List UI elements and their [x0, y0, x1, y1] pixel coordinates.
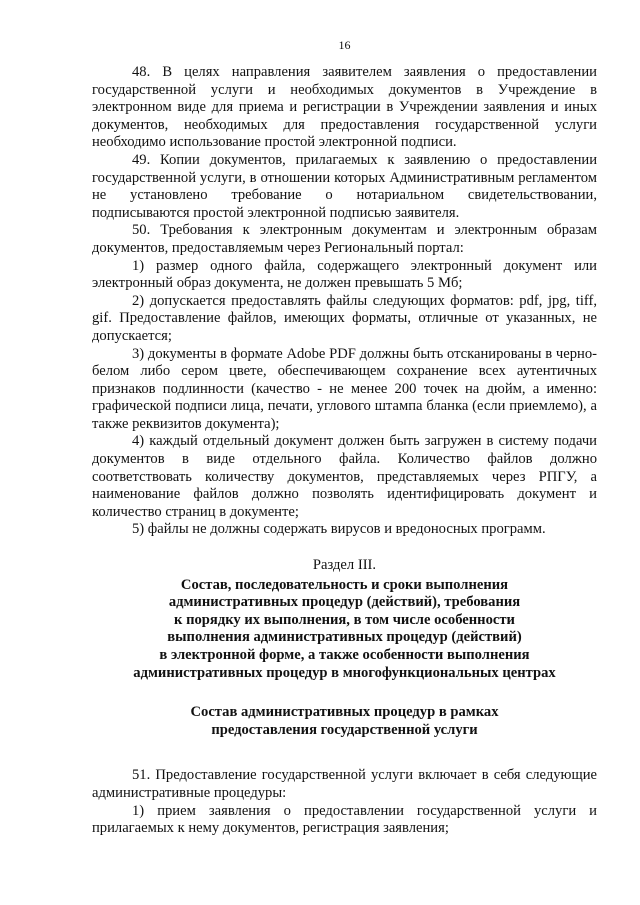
paragraph-51: 51. Предоставление государственной услуги включает в себя следующие административные процедуры: — [92, 767, 597, 801]
section-label: Раздел III. — [312, 557, 377, 574]
list-item-5: 5) файлы не должны содержать вирусов и вредоносных программ. — [132, 521, 546, 538]
paragraph-49: 49. Копии документов, прилагаемых к заявлению о предоставлении государственной услуги, в отношении которых Административным регламентом не установлено требование о нотариальном свидетельствовании, подписываются простой электронной подписью заявителя. — [92, 151, 597, 221]
section-title-line: в электронной форме, а также особенности выполнения — [159, 647, 530, 663]
list-item-3: 3) документы в формате Adobe PDF должны быть отсканированы в черно-белом либо сером цвете, обеспечивающем сохранение всех аутентичных признаков подлинности (качество - не менее 200 точек на дюйм, а именно: графической подписи лица, печати, углового штампа бланка (если приемлемо), а также реквизитов документа); — [92, 345, 597, 432]
paragraph-48: 48. В целях направления заявителем заявления о предоставлении государственной услуги и необходимых документов в Учреждение в электронном виде для приема и регистрации в Учреждении заявления и иных документов, необходимых для предоставления государственной услуги необходимо использование простой электронной подписи. — [92, 64, 597, 151]
list-item-1: 1) размер одного файла, содержащего электронный документ или электронный образ документа, не должен превышать 5 Мб; — [92, 257, 597, 292]
list-item-1-procedures: 1) прием заявления о предоставлении государственной услуги и прилагаемых к нему документов, регистрация заявления; — [92, 802, 597, 837]
list-item-4: 4) каждый отдельный документ должен быть загружен в систему подачи документов в виде отдельного файла. Количество файлов должно соответствовать количеству документов, представляемых через РПГУ, а наименование файлов должно позволять идентифицировать документ и количество страниц в документе; — [92, 433, 597, 520]
subsection-title-line: Состав административных процедур в рамках — [190, 704, 499, 721]
section-title-line: Состав, последовательность и сроки выполнения — [180, 576, 509, 593]
subsection-title-line: предоставления государственной услуги — [211, 721, 478, 738]
subsection-title — [92, 704, 597, 739]
page-number: 16 — [338, 38, 351, 52]
section-title-line: административных процедур в многофункциональных центрах — [133, 664, 556, 681]
paragraph-50: 50. Требования к электронным документам и электронным образам документов, предоставляемым через Региональный портал: — [92, 222, 597, 256]
list-item-2: 2) допускается предоставлять файлы следующих форматов: pdf, jpg, tiff, gif. Предоставление файлов, имеющих форматы, отличные от указанных, не допускается; — [92, 292, 597, 344]
section-title — [92, 577, 597, 683]
section-title-line: выполнения административных процедур (действий) — [167, 629, 522, 646]
section-title-line: к порядку их выполнения, в том числе особенности — [174, 611, 515, 628]
document-page — [92, 38, 597, 838]
section-title-line: административных процедур (действий), требования — [168, 594, 521, 611]
